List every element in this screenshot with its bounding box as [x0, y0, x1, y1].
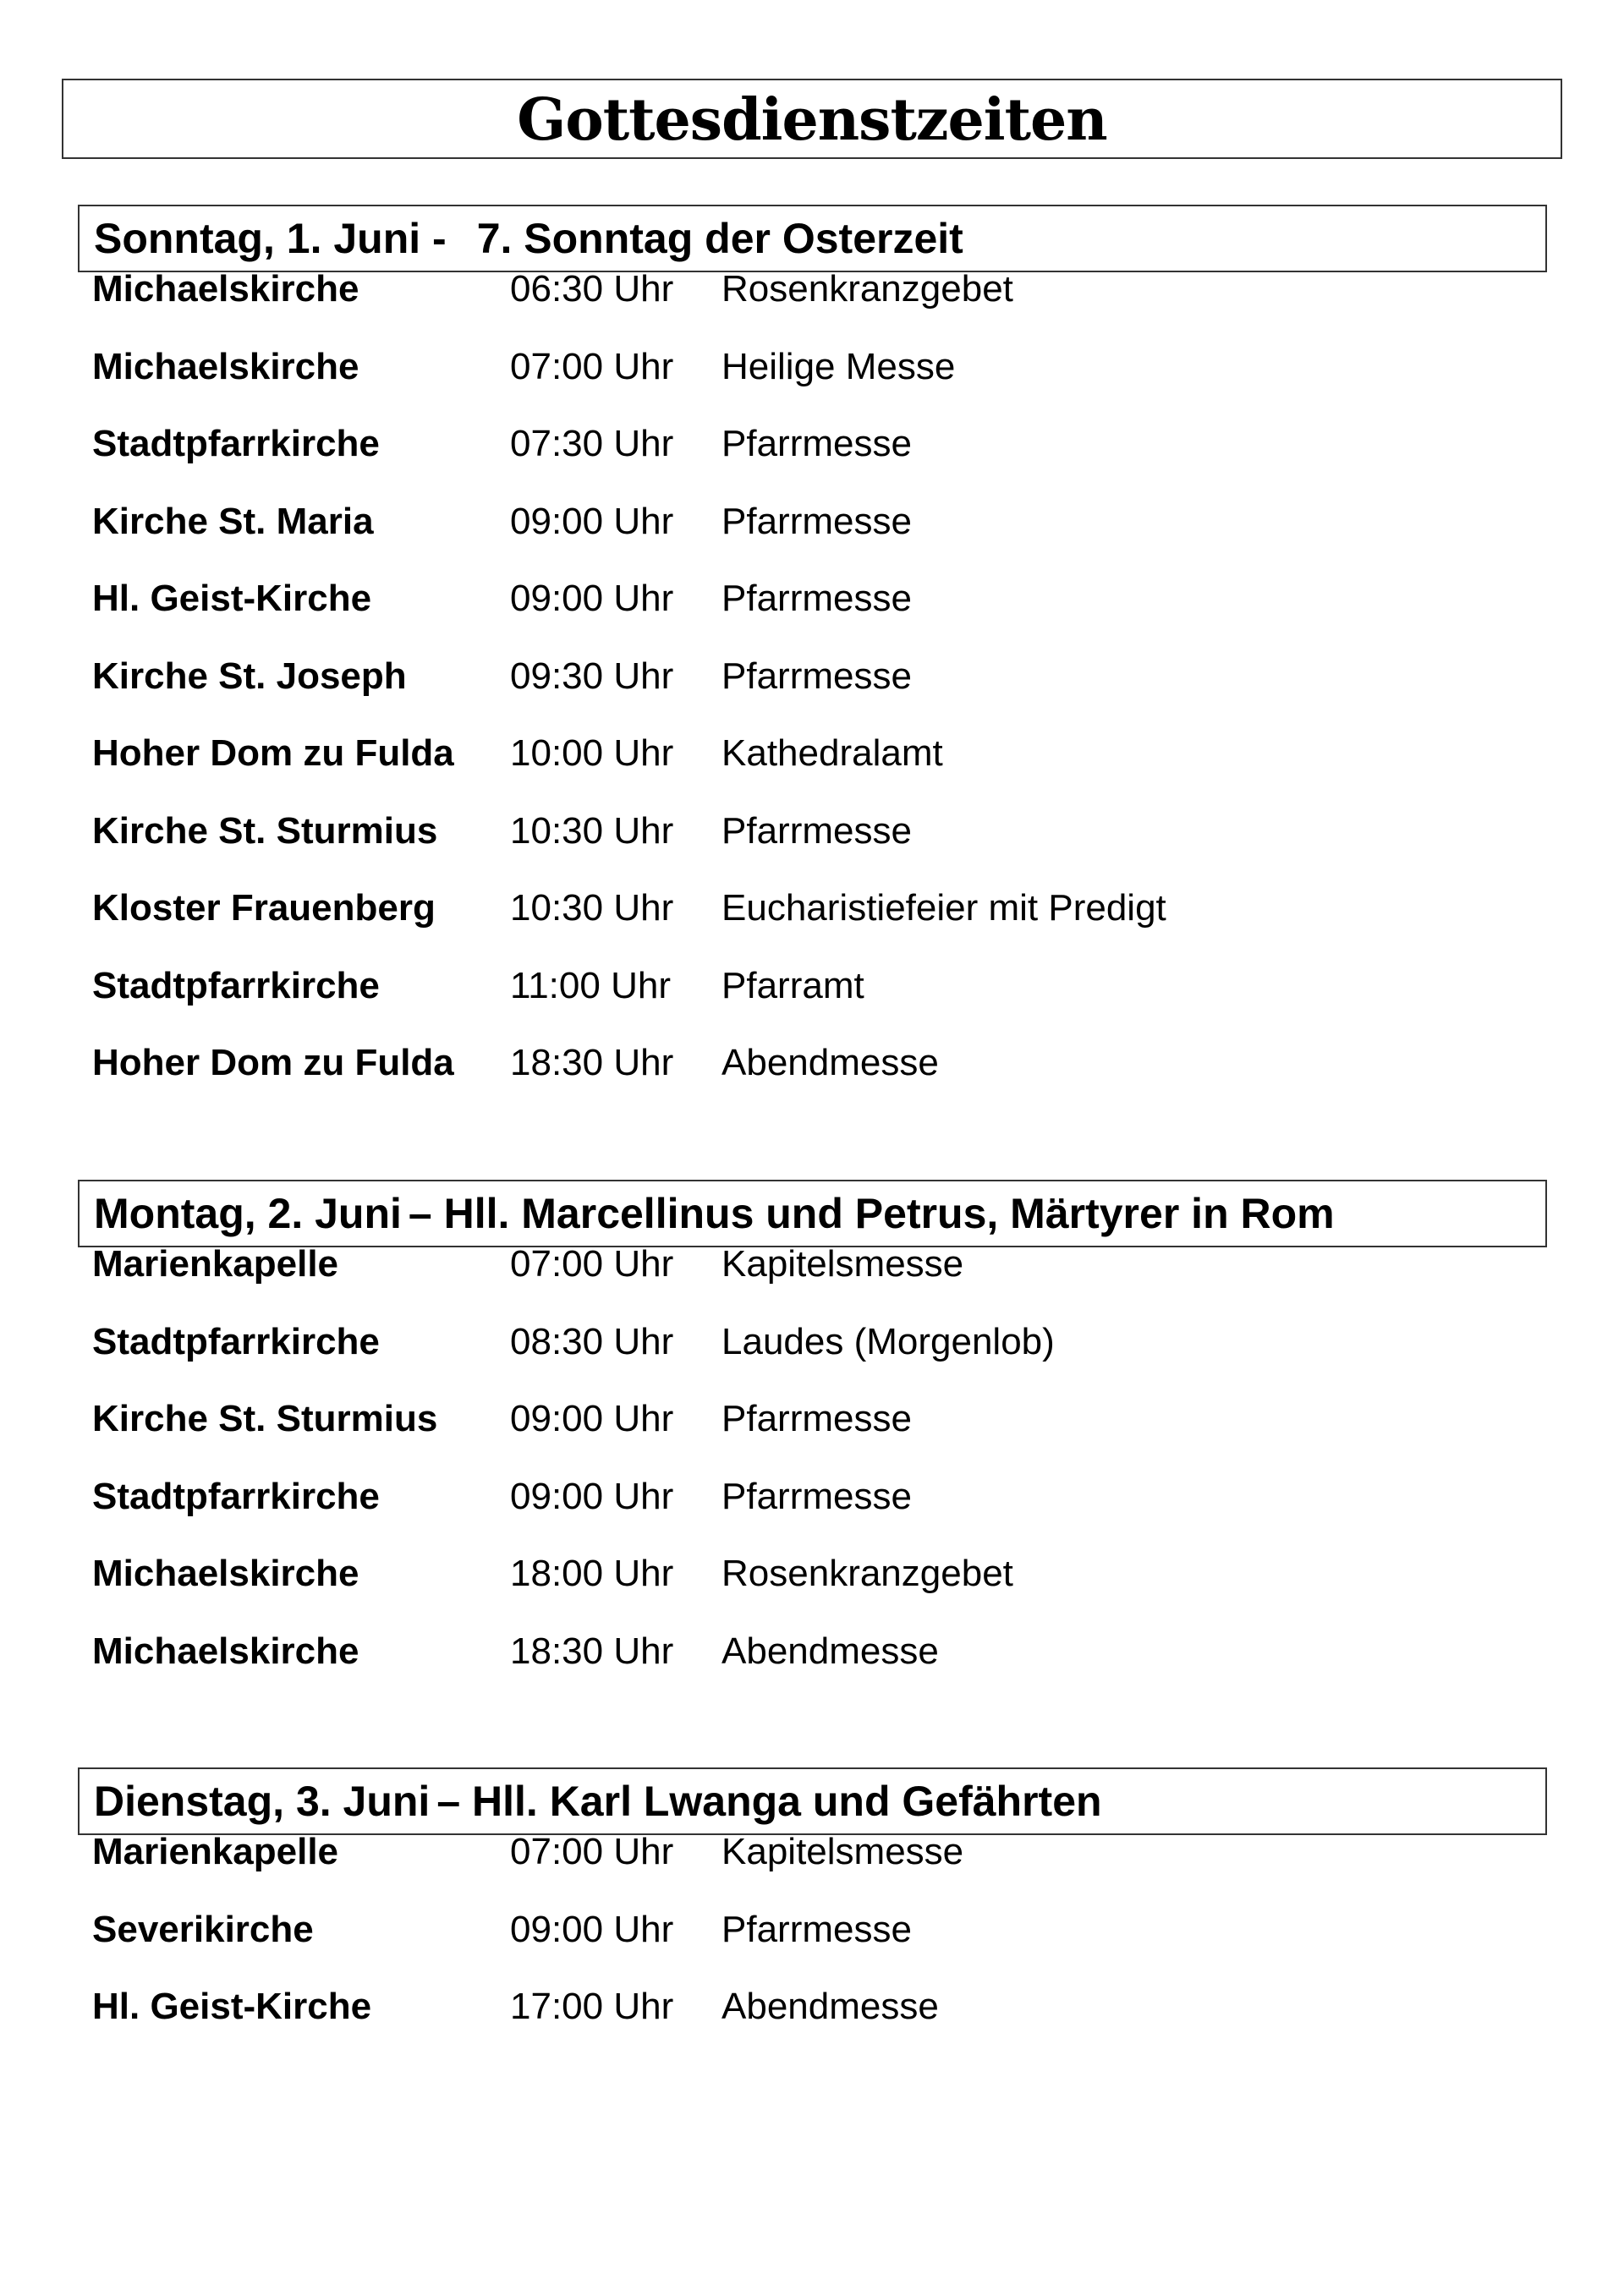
service-time: 07:30 Uhr [510, 423, 674, 464]
church-name: Michaelskirche [92, 268, 359, 310]
schedule-row [0, 1239, 1624, 1290]
service-time: 08:30 Uhr [510, 1321, 674, 1362]
service-type: Pfarrmesse [721, 1909, 912, 1950]
service-time: 11:00 Uhr [510, 965, 671, 1006]
service-type: Eucharistiefeier mit Predigt [721, 887, 1166, 929]
section-title: – Hll. Karl Lwanga und Gefährten [436, 1778, 1102, 1825]
church-name: Michaelskirche [92, 1630, 359, 1672]
service-type: Pfarrmesse [721, 578, 912, 619]
service-type: Rosenkranzgebet [721, 268, 1013, 310]
schedule-row [0, 1038, 1624, 1088]
schedule-row [0, 883, 1624, 934]
service-type: Laudes (Morgenlob) [721, 1321, 1055, 1362]
service-type: Kapitelsmesse [721, 1831, 964, 1872]
service-time: 10:00 Uhr [510, 732, 674, 774]
church-name: Hoher Dom zu Fulda [92, 1042, 454, 1083]
schedule-row [0, 651, 1624, 702]
schedule-row [0, 1626, 1624, 1677]
service-time: 06:30 Uhr [510, 268, 674, 310]
service-type: Kathedralamt [721, 732, 943, 774]
schedule-row [0, 961, 1624, 1011]
section-header [78, 1180, 1547, 1247]
section-date: Sonntag, 1. Juni - [94, 215, 447, 262]
schedule-row [0, 1548, 1624, 1599]
schedule-row [0, 264, 1624, 315]
service-time: 07:00 Uhr [510, 346, 674, 387]
service-type: Rosenkranzgebet [721, 1553, 1013, 1594]
service-time: 10:30 Uhr [510, 887, 674, 929]
church-name: Kirche St. Sturmius [92, 1398, 438, 1439]
church-name: Michaelskirche [92, 346, 359, 387]
service-time: 09:00 Uhr [510, 1476, 674, 1517]
service-type: Abendmesse [721, 1042, 939, 1083]
church-name: Hoher Dom zu Fulda [92, 732, 454, 774]
section-title: – Hll. Marcellinus und Petrus, Märtyrer in Rom [408, 1190, 1335, 1237]
service-type: Pfarrmesse [721, 501, 912, 542]
schedule-row [0, 806, 1624, 857]
church-name: Stadtpfarrkirche [92, 1321, 380, 1362]
service-type: Pfarrmesse [721, 810, 912, 852]
service-time: 10:30 Uhr [510, 810, 674, 852]
service-time: 09:00 Uhr [510, 1398, 674, 1439]
church-name: Marienkapelle [92, 1831, 339, 1872]
schedule-row [0, 419, 1624, 469]
service-type: Pfarrmesse [721, 423, 912, 464]
church-name: Kloster Frauenberg [92, 887, 436, 929]
service-time: 18:30 Uhr [510, 1630, 674, 1672]
service-type: Kapitelsmesse [721, 1243, 964, 1285]
section-header [78, 1767, 1547, 1835]
church-name: Hl. Geist-Kirche [92, 1986, 372, 2027]
service-type: Pfarrmesse [721, 655, 912, 697]
church-name: Severikirche [92, 1909, 314, 1950]
schedule-row [0, 1904, 1624, 1955]
section-date: Dienstag, 3. Juni [94, 1778, 431, 1825]
church-name: Kirche St. Sturmius [92, 810, 438, 852]
schedule-row [0, 728, 1624, 779]
schedule-row [0, 1471, 1624, 1522]
church-name: Stadtpfarrkirche [92, 423, 380, 464]
service-time: 18:00 Uhr [510, 1553, 674, 1594]
service-time: 09:00 Uhr [510, 578, 674, 619]
service-type: Pfarrmesse [721, 1476, 912, 1517]
schedule-row [0, 1827, 1624, 1877]
section-date: Montag, 2. Juni [94, 1190, 402, 1237]
service-time: 07:00 Uhr [510, 1243, 674, 1285]
church-name: Stadtpfarrkirche [92, 1476, 380, 1517]
church-name: Marienkapelle [92, 1243, 339, 1285]
service-time: 18:30 Uhr [510, 1042, 674, 1083]
church-name: Kirche St. Joseph [92, 655, 407, 697]
schedule-row [0, 496, 1624, 547]
service-time: 17:00 Uhr [510, 1986, 674, 2027]
service-type: Pfarrmesse [721, 1398, 912, 1439]
church-name: Kirche St. Maria [92, 501, 374, 542]
page-title: Gottesdienstzeiten [517, 85, 1107, 154]
church-name: Stadtpfarrkirche [92, 965, 380, 1006]
schedule-row [0, 1317, 1624, 1367]
section-header [78, 205, 1547, 272]
service-time: 09:00 Uhr [510, 501, 674, 542]
schedule-row [0, 573, 1624, 624]
service-time: 09:30 Uhr [510, 655, 674, 697]
schedule-row [0, 342, 1624, 392]
section-title: 7. Sonntag der Osterzeit [476, 215, 963, 262]
schedule-row [0, 1981, 1624, 2032]
service-time: 07:00 Uhr [510, 1831, 674, 1872]
service-type: Abendmesse [721, 1630, 939, 1672]
service-type: Abendmesse [721, 1986, 939, 2027]
service-type: Pfarramt [721, 965, 864, 1006]
church-name: Michaelskirche [92, 1553, 359, 1594]
schedule-row [0, 1394, 1624, 1444]
service-type: Heilige Messe [721, 346, 956, 387]
service-time: 09:00 Uhr [510, 1909, 674, 1950]
church-name: Hl. Geist-Kirche [92, 578, 372, 619]
